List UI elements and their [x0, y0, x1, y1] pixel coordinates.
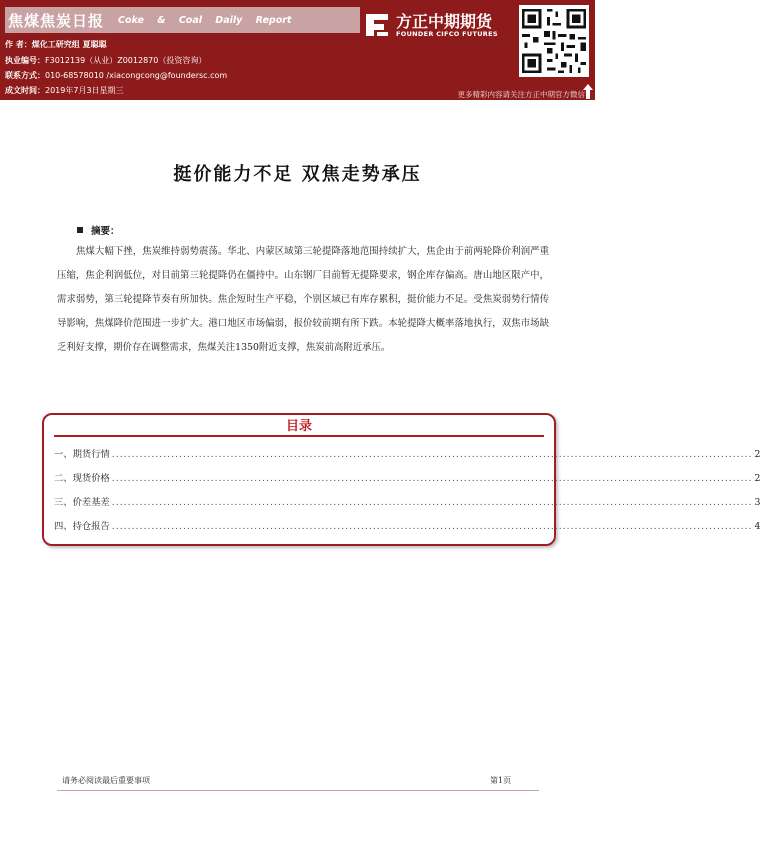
contact-value[interactable]: 010-68578010 /xiacongcong@foundersc.com [45, 71, 228, 80]
toc-item-label: 四、持仓报告 [54, 521, 110, 532]
author-value: 煤化工研究组 夏聪聪 [31, 40, 107, 49]
license-line [5, 55, 206, 66]
toc-leader-dots: .................................................................................................................................................................. [111, 497, 753, 508]
bullet-square-icon [77, 227, 83, 233]
contact-label: 联系方式： [5, 71, 45, 80]
toc-item-label: 一、期货行情 [54, 449, 110, 460]
toc-leader-dots: .................................................................................................................................................................. [111, 449, 753, 460]
report-title-cn: 焦煤焦炭日报 [8, 11, 105, 30]
toc-item-page: 2 [754, 449, 760, 460]
footer-page-number: 第1页 [490, 776, 512, 785]
wechat-follow-link[interactable]: 更多精彩内容请关注方正中期官方微信 [457, 90, 585, 99]
toc-item[interactable] [54, 446, 760, 460]
toc-item-page: 3 [754, 497, 760, 508]
toc-item[interactable] [54, 518, 760, 532]
toc-item-label: 三、价差基差 [54, 497, 110, 508]
toc-divider [54, 435, 544, 437]
toc-leader-dots: .................................................................................................................................................................. [111, 473, 753, 484]
toc-title: 目录 [285, 419, 312, 434]
header-banner [0, 0, 595, 100]
abstract-text: 焦煤大幅下挫，焦炭维持弱势震荡。华北、内蒙区域第三轮提降落地范围持续扩大，焦企由于前两轮降价利润严重压缩，焦企利润低位，对目前第三轮提降仍在僵持中。山东钢厂目前暂无提降要求，钢企库存偏高。唐山地区限产中，需求弱势，第三轮提降节奏有所加快。焦企短时生产平稳，个别区域已有库存累积，挺价能力不足。受焦炭弱势行情传导影响，焦煤降价范围进一步扩大。港口地区市场偏弱，报价较前期有所下跌。本轮提降大概率落地执行，双焦市场缺乏利好支撑，期价存在调整需求，焦煤关注1350附近支撑，焦炭前高附近承压。 [57, 246, 549, 353]
report-title-en: Coke & Coal Daily Report [118, 14, 292, 26]
author-line [5, 39, 107, 50]
date-label: 成文时间： [5, 86, 45, 95]
report-title-box [5, 7, 360, 33]
date-line [5, 85, 124, 96]
toc-item[interactable] [54, 470, 760, 484]
page-title: 挺价能力不足 双焦走势承压 [173, 164, 422, 185]
license-label: 执业编号： [5, 56, 45, 65]
toc-item-page: 2 [754, 473, 760, 484]
company-logo [362, 8, 512, 48]
arrow-up-icon [583, 84, 593, 99]
toc-box [42, 413, 760, 546]
footer-divider [57, 790, 539, 791]
license-value: F3012139（从业）Z0012870（投资咨询） [45, 56, 207, 65]
toc-leader-dots: .................................................................................................................................................................. [111, 521, 753, 532]
toc-item-label: 二、现货价格 [54, 473, 110, 484]
abstract-label [77, 223, 120, 237]
logo-mark-icon [362, 10, 392, 40]
toc-item-page: 4 [754, 521, 760, 532]
date-value: 2019年7月3日星期三 [45, 86, 124, 95]
toc-item[interactable] [54, 494, 760, 508]
abstract-label-text: 摘要： [91, 226, 120, 237]
author-label: 作 者： [5, 40, 32, 49]
qr-code-icon [519, 5, 589, 77]
footer-notice: 请务必阅读最后重要事项 [62, 776, 150, 785]
logo-text-en: FOUNDER CIFCO FUTURES [396, 30, 498, 38]
contact-line [5, 70, 227, 81]
logo-text-cn: 方正中期期货 [396, 12, 493, 31]
